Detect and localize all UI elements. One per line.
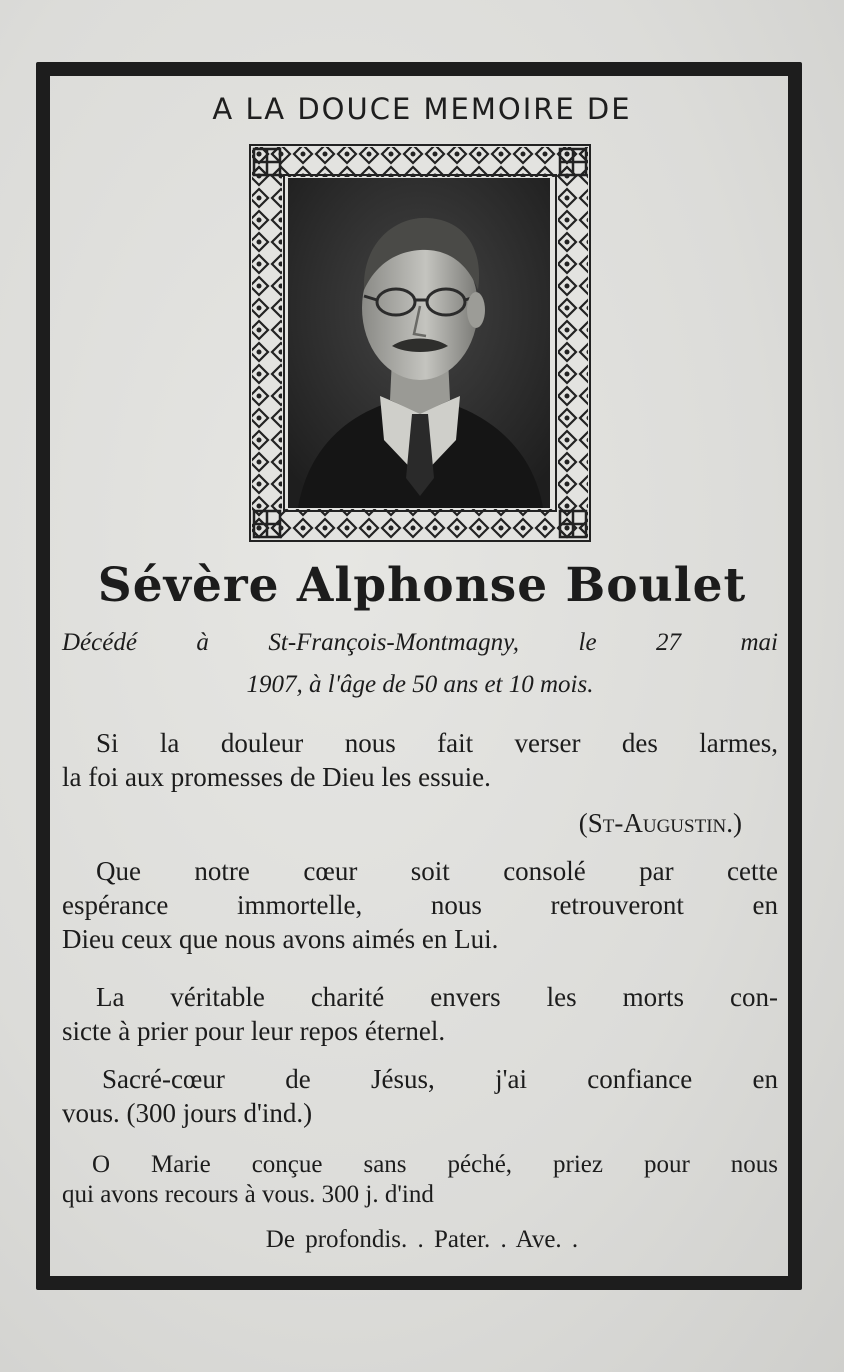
death-notice-line-2: 1907, à l'âge de 50 ans et 10 mois. (246, 671, 594, 698)
death-notice-line-1: Décédé à St-François-Montmagny, le 27 mai (62, 629, 778, 656)
quote-line-1: Si la douleur nous fait verser des larmes, (96, 728, 778, 758)
charity-paragraph (62, 980, 778, 1048)
charity-line-2: sicte à prier pour leur repos éternel. (62, 1016, 446, 1046)
deceased-name: Sévère Alphonse Boulet (97, 558, 747, 613)
sacred-heart-line-2: vous. (62, 1098, 120, 1128)
consolation-line-1: Que notre cœur soit consolé par cette (96, 856, 778, 886)
marian-line-1: O Marie conçue sans péché, priez pour nous (92, 1151, 778, 1178)
marian-line-2: qui avons recours à vous. (62, 1181, 316, 1208)
death-notice (62, 622, 778, 706)
sacred-heart-indulgence: (300 jours d'ind.) (126, 1098, 313, 1128)
closing-prayers: De profondis. . Pater. . Ave. . (265, 1226, 579, 1253)
marian-indulgence: 300 j. d'ind (321, 1181, 434, 1208)
charity-line-1: La véritable charité envers les morts con- (96, 982, 778, 1012)
card-heading: A LA DOUCE MEMOIRE DE (212, 92, 632, 126)
portrait-photo-icon (288, 178, 550, 508)
sacred-heart-prayer (62, 1062, 778, 1130)
augustine-quote (62, 726, 778, 840)
marian-prayer (62, 1150, 778, 1210)
consolation-line-2: espérance immortelle, nous retrouveront en (62, 890, 778, 920)
quote-attribution: (St-Augustin.) (578, 808, 742, 838)
consolation-paragraph (62, 854, 778, 956)
consolation-line-3: Dieu ceux que nous avons aimés en Lui. (62, 924, 499, 954)
sacred-heart-line-1: Sacré-cœur de Jésus, j'ai confiance en (102, 1064, 778, 1094)
quote-line-2: la foi aux promesses de Dieu les essuie. (62, 762, 491, 792)
